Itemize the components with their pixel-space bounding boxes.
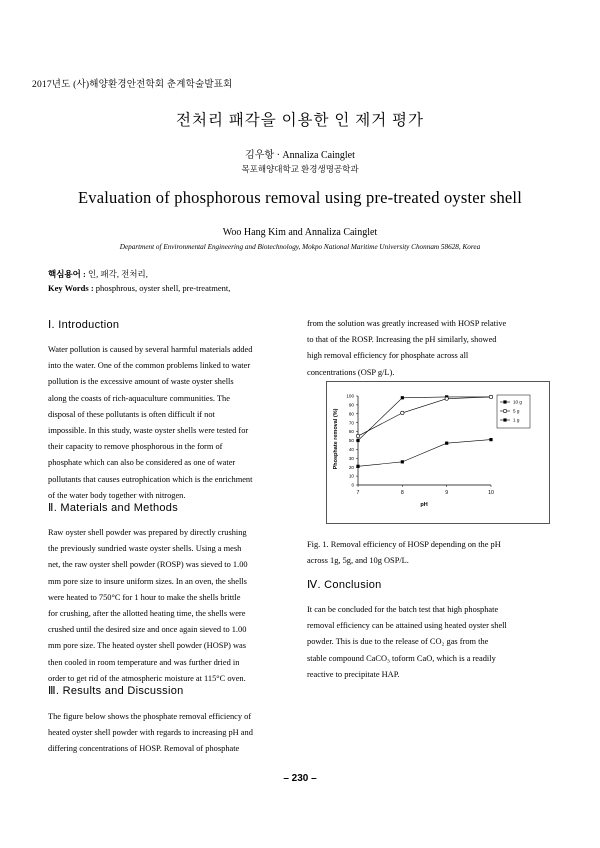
section-heading-conclusion: Ⅳ. Conclusion [307,579,382,591]
page-number: – 230 – [283,773,317,784]
conclusion-body [307,602,553,683]
y-tick-label: 100 [346,393,354,399]
chart-legend [497,395,530,428]
affiliation-korean: 목포해양대학교 환경생명공학과 [241,164,359,174]
text-line: order to get rid of the atmospheric moisture at 115°C oven. [48,673,246,683]
legend-label: 5 g [513,408,520,414]
y-tick-label: 20 [348,464,354,470]
x-tick-label: 9 [445,490,449,496]
data-point [401,460,404,463]
caption-line: Fig. 1. Removal efficiency of HOSP depending on the pH [307,540,501,549]
data-point [356,434,359,437]
x-tick-label: 10 [488,490,494,496]
text-line: heated oyster shell powder with regards to increasing pH and [48,728,253,738]
chart-svg [327,382,549,523]
data-point [445,442,448,445]
data-point [401,396,404,399]
keywords-korean [48,268,148,280]
series-line [358,440,491,467]
keywords-english [48,283,230,293]
x-axis-label: pH [420,502,428,508]
methods-body [48,525,294,687]
text-line: phosphate which can also be considered as one of water [48,458,236,468]
conference-name: 2017년도 (사)해양환경안전학회 춘계학술발표회 [32,80,233,90]
text-line: mm pore size. The heated oyster shell powder (HOSP) was [48,641,247,651]
text-line: Water pollution is caused by several harmful materials added [48,345,253,354]
text-line: the previously sundried waste oyster shells. Using a mesh [48,544,242,554]
keywords-english-value: phosphrous, oyster shell, pre-treatment, [95,283,231,293]
y-axis-label: Phosphate removal (%) [333,408,339,470]
paper-title-korean: 전처리 패각을 이용한 인 제거 평가 [176,112,424,129]
legend-marker [503,409,506,412]
text-line: stable compound CaCO₃ toform CaO, which is a readily [307,653,496,663]
data-point [401,411,404,414]
text-line: pollution is the excessive amount of waste oyster shells [48,377,234,387]
text-line: net, the raw oyster shell powder (ROSP) was sieved to 1.00 [48,560,248,570]
legend-label: 1 g [513,417,520,423]
text-line: Raw oyster shell powder was prepared by directly crushing [48,528,247,537]
y-tick-label: 30 [348,455,354,461]
figure-caption [307,537,553,569]
x-tick-label: 7 [356,490,360,496]
caption-line: across 1g, 5g, and 10g OSP/L. [307,556,409,565]
text-line: It can be concluded for the batch test that high phosphate [307,605,499,614]
text-line: along the coasts of rich-aquaculture communities. The [48,393,230,403]
authors-english: Woo Hang Kim and Annaliza Cainglet [222,227,378,238]
series-10g [356,395,492,442]
keywords-korean-value: 인, 패각, 전처리, [87,269,148,279]
y-tick-label: 0 [351,482,354,488]
text-line: from the solution was greatly increased with HOSP relative [307,319,507,328]
text-line: reactive to precipitate HAP. [307,669,400,679]
text-line: were heated to 750°C for 1 hour to make the shells brittle [48,592,241,602]
text-line: The figure below shows the phosphate removal efficiency of [48,712,252,721]
data-point [489,395,492,398]
section-heading-results: Ⅲ. Results and Discussion [48,685,184,697]
text-line: removal efficiency can be attained using heated oyster shell [307,621,507,631]
legend-label: 10 g [513,399,522,405]
section-heading-methods: Ⅱ. Materials and Methods [48,502,179,514]
series-5g [356,395,492,438]
keywords-korean-label: 핵심용어 : [48,269,86,279]
y-tick-label: 50 [348,438,354,444]
data-point [489,438,492,441]
authors-korean: 김우항 · Annaliza Cainglet [245,150,355,161]
series-line [358,397,491,441]
text-line: high removal efficiency for phosphate across all [307,351,469,361]
data-point [356,465,359,468]
paper-title-english: Evaluation of phosphorous removal using pre-treated oyster shell [78,188,522,207]
text-line: powder. This is due to the release of CO₂ gas from the [307,637,489,647]
text-line: impossible. In this study, waste oyster shells were tested for [48,426,249,436]
text-line: disposal of these pollutants is often difficult if not [48,409,215,419]
text-line: differing concentrations of HOSP. Removal of phosphate [48,744,240,754]
text-line: their capacity to remove phosphorous in the form of [48,442,223,452]
text-line: crushed until the desired size and once again sieved to 1.00 [48,625,247,635]
y-tick-label: 80 [348,411,354,417]
data-point [445,397,448,400]
affiliation-english: Department of Environmental Engineering and Biotechnology, Mokpo National Maritime University Chonnam 58628, Korea [119,243,481,251]
text-line: to that of the ROSP. Increasing the pH similarly, showed [307,335,497,345]
data-point [356,439,359,442]
series-line [358,397,491,436]
results-body [48,709,294,758]
y-tick-label: 60 [348,429,354,435]
text-line: of the water body together with nitrogen. [48,490,186,500]
y-tick-label: 70 [348,420,354,426]
legend-marker [503,418,506,421]
results-continued-body [307,316,553,381]
y-tick-label: 40 [348,447,354,452]
figure-1-chart [326,381,550,524]
y-tick-label: 90 [348,402,354,408]
section-heading-introduction: Ⅰ. Introduction [48,319,120,331]
text-line: into the water. One of the common problems linked to water [48,361,251,371]
text-line: pollutants that causes eutrophication which is the enrichment [48,474,253,484]
introduction-body [48,342,294,504]
text-line: concentrations (OSP g/L). [307,367,395,377]
text-line: mm pore size to insure uniform sizes. In an oven, the shells [48,576,247,586]
text-line: for crushing, after the allotted heating time, the shells were [48,609,246,619]
y-tick-label: 10 [348,473,354,479]
series-1g [356,438,492,468]
x-tick-label: 8 [400,490,404,496]
text-line: then cooled in room temperature and was further dried in [48,657,240,667]
keywords-english-label: Key Words : [48,283,94,293]
legend-marker [503,400,506,403]
